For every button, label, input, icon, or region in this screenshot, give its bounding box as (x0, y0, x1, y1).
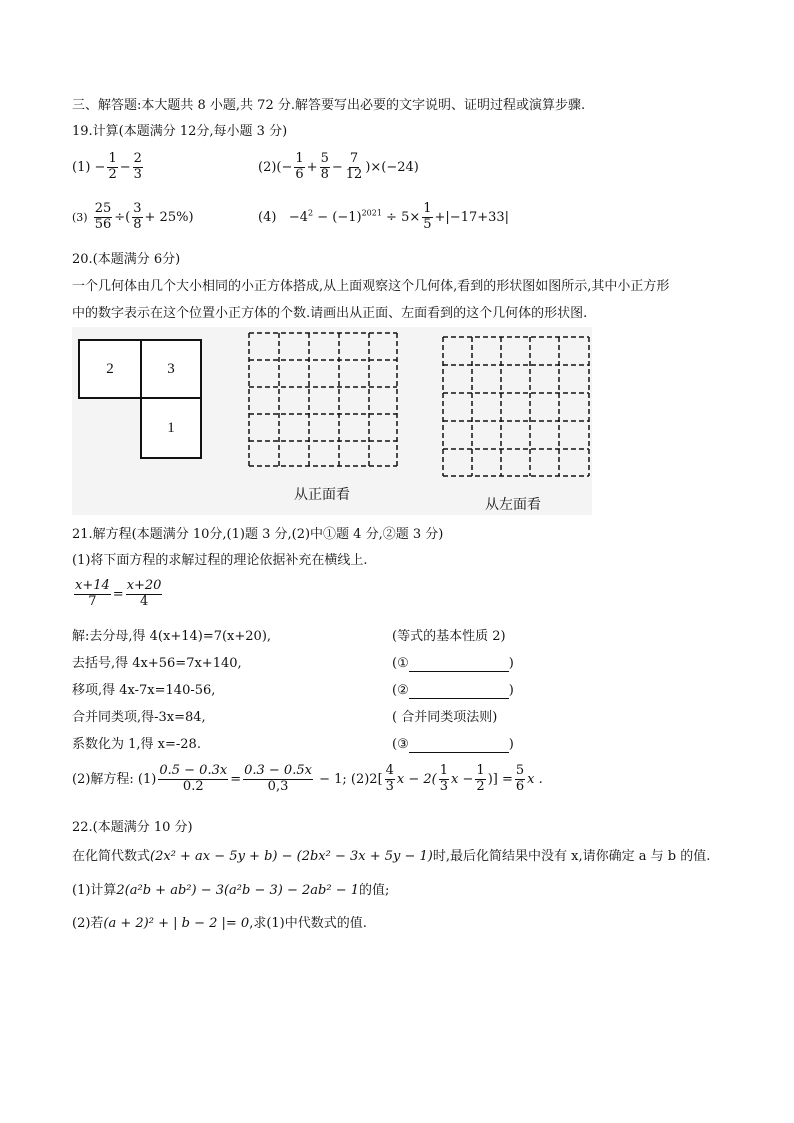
answer-blank-1[interactable] (409, 659, 509, 672)
q20-figure (72, 327, 592, 515)
q22-part1: (1)计算2(a²b + ab²) − 3(a²b − 3) − 2ab² − 1的值; (72, 883, 390, 898)
q21-step-4: 合并同类项,得-3x=84, (72, 710, 206, 725)
top-view-cell-1: 2 (78, 339, 142, 399)
q19-part4: (4) $-4^2 - (-1)^{2021} \div 5\times$ $\frac{1}{5}$ +|−17+33| (258, 201, 510, 232)
q21-reason-1: (等式的基本性质 2) (392, 629, 506, 644)
caption-left-view: 从左面看 (485, 497, 541, 513)
top-view-cell-3: 1 (140, 397, 202, 459)
q20-line1: 一个几何体由几个大小相同的小正方体搭成,从上面观察这个几何体,看到的形状图如图所示,其中小正方形 (72, 279, 670, 294)
q21-part2: (2)解方程: (1) $\frac{0.5 - 0.3x}{0.2}$ = $\frac{0.3 - 0.5x}{0,3}$ − 1; (2)2[ $\frac{4}{3}$ x − 2( $\frac{1}{3}$ x − $\frac{1}{2}$ )] = $\frac{5}{6}$ x . (72, 763, 543, 794)
q19-heading: 19.计算(本题满分 12分,每小题 3 分) (72, 124, 288, 139)
q21-reason-2: (① ) (392, 656, 514, 671)
q19-part2: (2)(− $\frac{1}{6}$ + $\frac{5}{8}$ − $\frac{7}{12}$ )×(−24) (258, 151, 419, 182)
left-view-grid (442, 336, 594, 478)
q21-reason-4: ( 合并同类项法则) (392, 710, 498, 725)
q19-part3: (3) $\frac{25}{56}$ ÷( $\frac{3}{8}$ + 25%) (72, 201, 194, 232)
section-title: 三、解答题:本大题共 8 小题,共 72 分.解答要写出必要的文字说明、证明过程或演算步骤. (72, 98, 586, 113)
q21-heading: 21.解方程(本题满分 10分,(1)题 3 分,(2)中①题 4 分,②题 3 分) (72, 527, 444, 542)
q21-step-1: 解:去分母,得 4(x+14)=7(x+20), (72, 629, 272, 644)
q22-line1: 在化简代数式(2x² + ax − 5y + b) − (2bx² − 3x + 5y − 1)时,最后化简结果中没有 x,请你确定 a 与 b 的值. (72, 849, 711, 864)
q20-line2: 中的数字表示在这个位置小正方体的个数.请画出从正面、左面看到的这个几何体的形状图. (72, 306, 588, 321)
answer-blank-2[interactable] (409, 686, 509, 699)
q22-part2: (2)若(a + 2)² + | b − 2 |= 0,求(1)中代数式的值. (72, 916, 367, 931)
q19-part1: (1) − $\frac{1}{2}$ − $\frac{2}{3}$ (72, 151, 142, 182)
q21-equation: $\frac{x+14}{7}$ = $\frac{x+20}{4}$ (75, 578, 162, 609)
front-view-grid (248, 332, 408, 467)
top-view-cell-2: 3 (140, 339, 202, 399)
q21-step-2: 去括号,得 4x+56=7x+140, (72, 656, 242, 671)
answer-blank-3[interactable] (409, 740, 509, 753)
q20-heading: 20.(本题满分 6分) (72, 252, 181, 267)
q21-intro: (1)将下面方程的求解过程的理论依据补充在横线上. (72, 553, 368, 568)
q21-step-5: 系数化为 1,得 x=-28. (72, 737, 201, 752)
caption-front-view: 从正面看 (294, 487, 350, 503)
q22-heading: 22.(本题满分 10 分) (72, 820, 193, 835)
q21-reason-3: (② ) (392, 683, 514, 698)
q21-reason-5: (③ ) (392, 737, 514, 752)
q21-step-3: 移项,得 4x-7x=140-56, (72, 683, 216, 698)
